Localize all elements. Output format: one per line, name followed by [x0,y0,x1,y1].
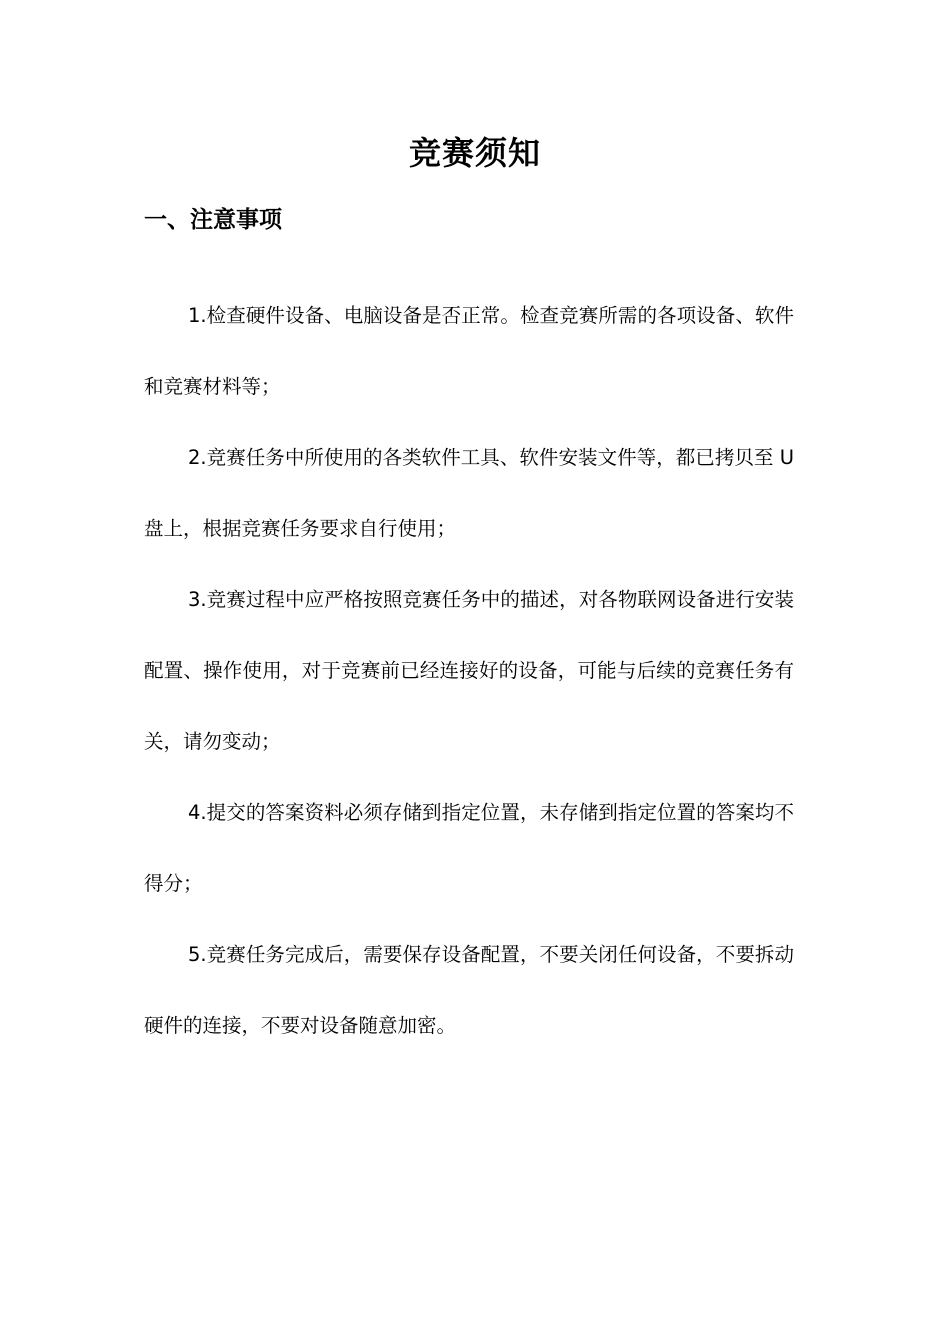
notice-item-1: 1.检查硬件设备、电脑设备是否正常。检查竞赛所需的各项设备、软件和竞赛材料等； [144,304,794,398]
page-title: 竞赛须知 [408,134,541,172]
section-heading: 一、注意事项 [144,207,282,233]
notice-item-4: 4.提交的答案资料必须存储到指定位置，未存储到指定位置的答案均不得分； [144,801,794,895]
notice-item-3: 3.竞赛过程中应严格按照竞赛任务中的描述，对各物联网设备进行安装配置、操作使用，对于竞赛前已经连接好的设备，可能与后续的竞赛任务有关，请勿变动； [144,588,794,753]
notice-item-2: 2.竞赛任务中所使用的各类软件工具、软件安装文件等，都已拷贝至 U 盘上，根据竞赛任务要求自行使用； [144,446,794,540]
notice-list [144,280,794,1061]
notice-item-5: 5.竞赛任务完成后，需要保存设备配置，不要关闭任何设备，不要拆动硬件的连接，不要对设备随意加密。 [144,943,794,1037]
